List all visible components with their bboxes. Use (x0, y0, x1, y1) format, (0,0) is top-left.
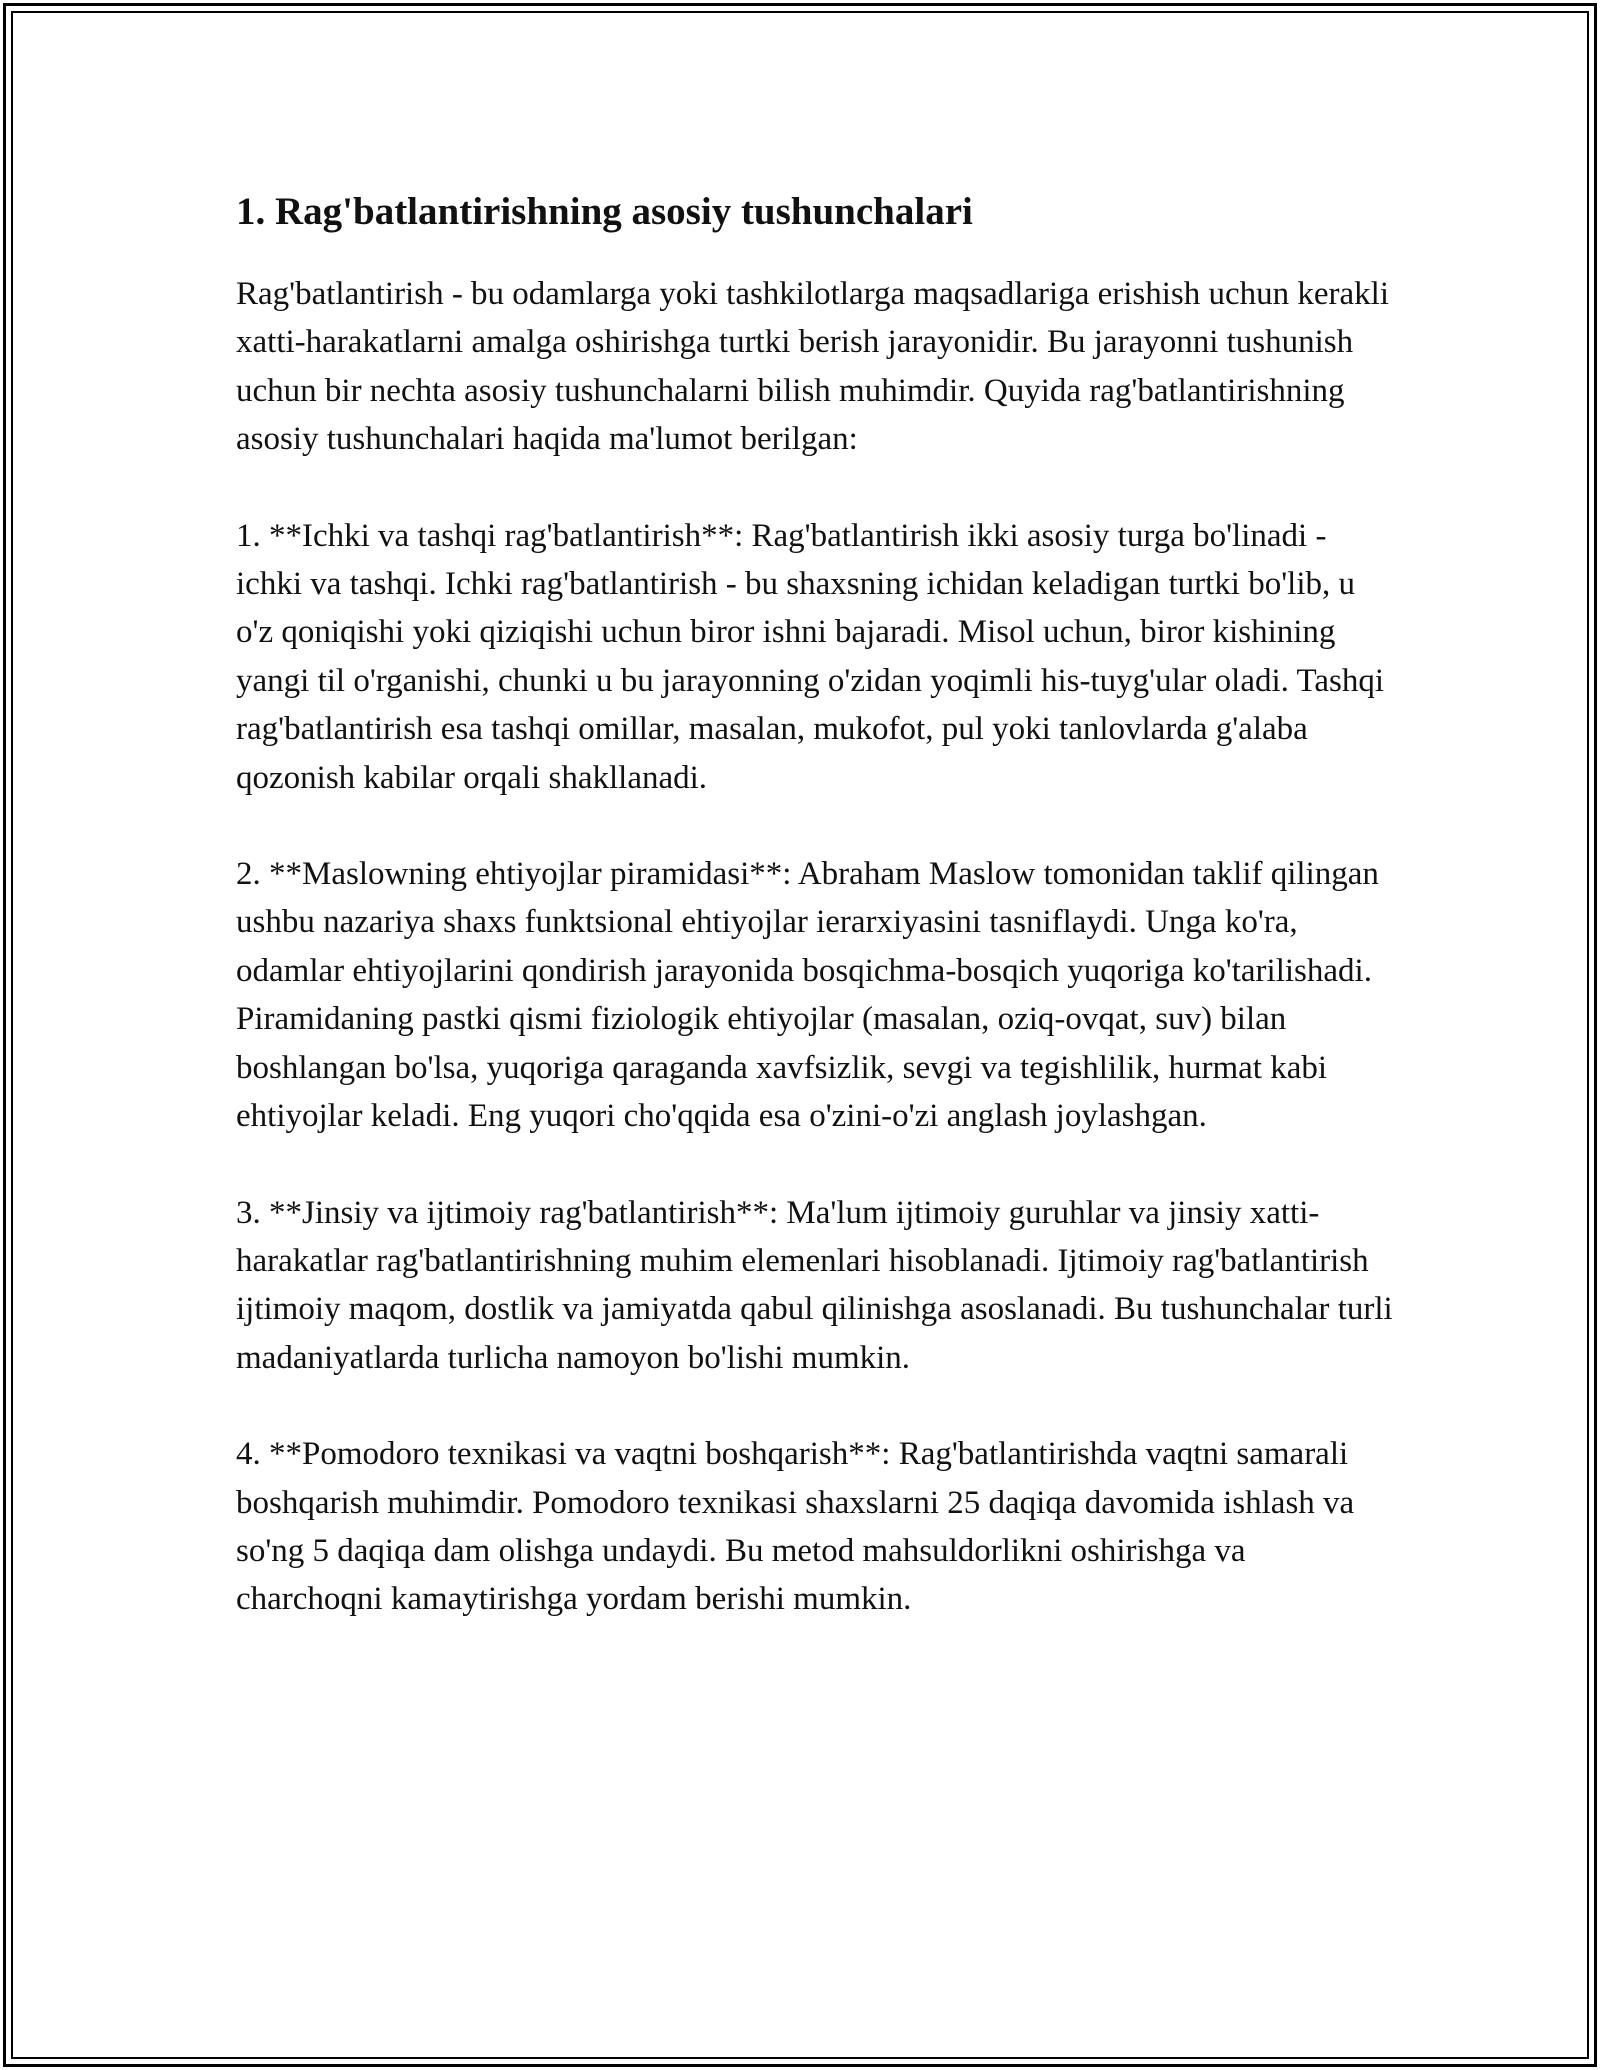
list-item-pomodoro: 4. **Pomodoro texnikasi va vaqtni boshqarish**: Rag'batlantirishda vaqtni samarali boshqarish muhimdir. Pomodoro texnikasi shaxslarni 25 daqiqa davomida ishlash va so'ng 5 daqiqa dam olishga undaydi. Bu metod mahsuldorlikni oshirishga va charchoqni kamaytirishga yordam berishi mumkin. (236, 1436, 1355, 1618)
list-item-jinsiy-ijtimoiy: 3. **Jinsiy va ijtimoiy rag'batlantirish**: Ma'lum ijtimoiy guruhlar va jinsiy xatti-harakatlar rag'batlantirishning muhim elemenlari hisoblanadi. Ijtimoiy rag'batlantirish ijtimoiy maqom, dostlik va jamiyatda qabul qilinishga asoslanadi. Bu tushunchalar turli madaniyatlarda turlicha namoyon bo'lishi mumkin. (236, 1194, 1393, 1376)
list-item-ichki-tashqi: 1. **Ichki va tashqi rag'batlantirish**: Rag'batlantirish ikki asosiy turga bo'linadi - ichki va tashqi. Ichki rag'batlantirish - bu shaxsning ichidan keladigan turtki bo'lib, u o'z qoniqishi yoki qiziqishi uchun biror ishni bajaradi. Misol uchun, biror kishining yangi til o'rganishi, chunki u bu jarayonning o'zidan yoqimli his-tuyg'ular oladi. Tashqi rag'batlantirish esa tashqi omillar, masalan, mukofot, pul yoki tanlovlarda g'alaba qozonish kabilar orqali shakllanadi. (236, 517, 1385, 796)
section-heading: 1. Rag'batlantirishning asosiy tushunchalari (236, 190, 973, 233)
list-item-maslow: 2. **Maslowning ehtiyojlar piramidasi**: Abraham Maslow tomonidan taklif qilingan ushbu nazariya shaxs funktsional ehtiyojlar ierarxiyasini tasniflaydi. Unga ko'ra, odamlar ehtiyojlarini qondirish jarayonida bosqichma-bosqich yuqoriga ko'tarilishadi. Piramidaning pastki qismi fiziologik ehtiyojlar (masalan, oziq-ovqat, suv) bilan boshlangan bo'lsa, yuqoriga qaraganda xavfsizlik, sevgi va tegishlilik, hurmat kabi ehtiyojlar keladi. Eng yuqori cho'qqida esa o'zini-o'zi anglash joylashgan. (236, 856, 1379, 1135)
document-body (236, 186, 1396, 1672)
intro-paragraph: Rag'batlantirish - bu odamlarga yoki tashkilotlarga maqsadlariga erishish uchun kerakli xatti-harakatlarni amalga oshirishga turtki berish jarayonidir. Bu jarayonni tushunish uchun bir nechta asosiy tushunchalarni bilish muhimdir. Quyida rag'batlantirishning asosiy tushunchalari haqida ma'lumot berilgan: (236, 276, 1390, 458)
